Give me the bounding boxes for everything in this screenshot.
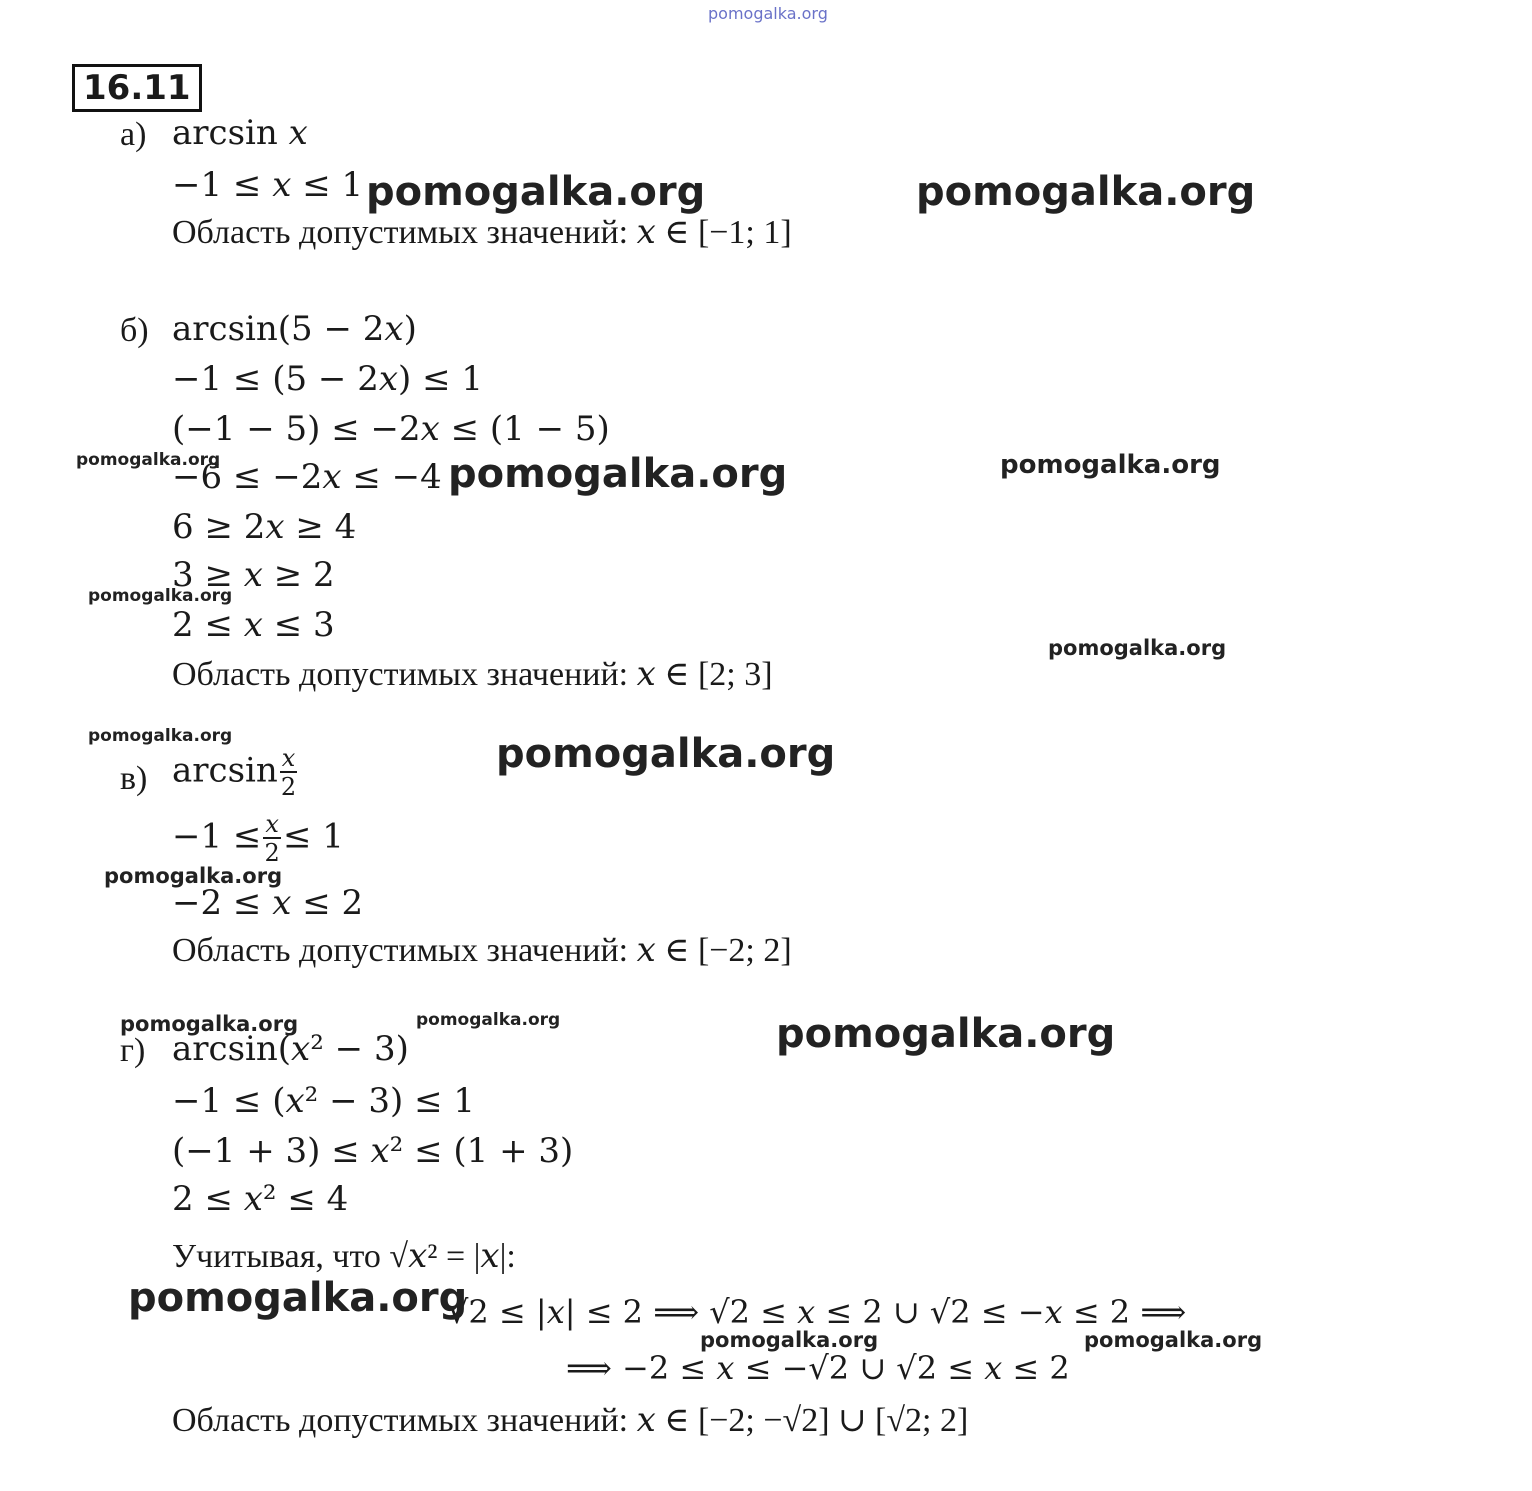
fraction-numerator: 𝑥 xyxy=(281,744,296,772)
part-v-fraction xyxy=(280,746,298,799)
watermark: pomogalka.org xyxy=(1000,450,1221,480)
part-b-line: (−1 − 5) ≤ −2𝑥 ≤ (1 − 5) xyxy=(172,409,610,449)
part-g-line: 2 ≤ 𝑥² ≤ 4 xyxy=(172,1179,349,1219)
part-g-note: Учитывая, что √𝑥² = |𝑥|: xyxy=(172,1238,516,1275)
watermark: pomogalka.org xyxy=(1048,636,1227,660)
part-v-arcsin: arcsin xyxy=(172,750,278,791)
part-g-line: (−1 + 3) ≤ 𝑥² ≤ (1 + 3) xyxy=(172,1131,574,1171)
watermark: pomogalka.org xyxy=(448,451,788,497)
part-a-line: −1 ≤ 𝑥 ≤ 1 xyxy=(172,165,364,205)
part-v-line xyxy=(172,812,344,865)
watermark: pomogalka.org xyxy=(416,1010,561,1030)
part-v-fraction xyxy=(263,812,281,865)
fraction-numerator: 𝑥 xyxy=(265,810,279,838)
header-watermark: pomogalka.org xyxy=(708,4,828,23)
part-a-domain: Область допустимых значений: 𝑥 ∈ [−1; 1] xyxy=(172,214,792,251)
part-b-line: 6 ≥ 2𝑥 ≥ 4 xyxy=(172,507,357,547)
part-g-label: г) xyxy=(120,1032,146,1069)
part-g-chain: √2 ≤ |𝑥| ≤ 2 ⟹ √2 ≤ 𝑥 ≤ 2 ∪ √2 ≤ −𝑥 ≤ 2 ⟹ xyxy=(448,1293,1187,1331)
part-g-domain: Область допустимых значений: 𝑥 ∈ [−2; −√2] ∪ [√2; 2] xyxy=(172,1402,969,1439)
part-b-line: 3 ≥ 𝑥 ≥ 2 xyxy=(172,555,335,595)
part-v-line-left: −1 ≤ xyxy=(172,816,262,857)
problem-number: 16.11 xyxy=(72,64,202,112)
part-b-line: −1 ≤ (5 − 2𝑥) ≤ 1 xyxy=(172,359,484,399)
part-v-expression xyxy=(172,746,299,799)
part-v-line-right: ≤ 1 xyxy=(282,816,344,857)
part-g-expression: arcsin(𝑥² − 3) xyxy=(172,1029,409,1069)
watermark: pomogalka.org xyxy=(916,169,1256,215)
watermark: pomogalka.org xyxy=(120,1012,299,1036)
watermark: pomogalka.org xyxy=(88,586,233,606)
watermark: pomogalka.org xyxy=(366,169,706,215)
part-v-domain: Область допустимых значений: 𝑥 ∈ [−2; 2] xyxy=(172,932,792,969)
part-b-expression: arcsin(5 − 2𝑥) xyxy=(172,309,417,349)
fraction-denominator: 2 xyxy=(264,839,280,867)
watermark: pomogalka.org xyxy=(700,1328,879,1352)
watermark: pomogalka.org xyxy=(128,1275,468,1321)
watermark: pomogalka.org xyxy=(88,726,233,746)
part-a-label: а) xyxy=(120,116,147,153)
watermark: pomogalka.org xyxy=(76,450,221,470)
fraction-denominator: 2 xyxy=(280,773,297,801)
part-b-line: 2 ≤ 𝑥 ≤ 3 xyxy=(172,605,335,645)
part-b-line: −6 ≤ −2𝑥 ≤ −4 xyxy=(172,457,442,497)
part-b-domain: Область допустимых значений: 𝑥 ∈ [2; 3] xyxy=(172,656,773,693)
part-g-line: −1 ≤ (𝑥² − 3) ≤ 1 xyxy=(172,1081,476,1121)
part-a-expression: arcsin 𝑥 xyxy=(172,113,308,153)
part-v-label: в) xyxy=(120,760,148,797)
part-v-line: −2 ≤ 𝑥 ≤ 2 xyxy=(172,883,364,923)
watermark: pomogalka.org xyxy=(776,1011,1116,1057)
watermark: pomogalka.org xyxy=(1084,1328,1263,1352)
watermark: pomogalka.org xyxy=(496,731,836,777)
part-g-chain: ⟹ −2 ≤ 𝑥 ≤ −√2 ∪ √2 ≤ 𝑥 ≤ 2 xyxy=(566,1349,1070,1387)
part-b-label: б) xyxy=(120,312,149,349)
watermark: pomogalka.org xyxy=(104,864,283,888)
